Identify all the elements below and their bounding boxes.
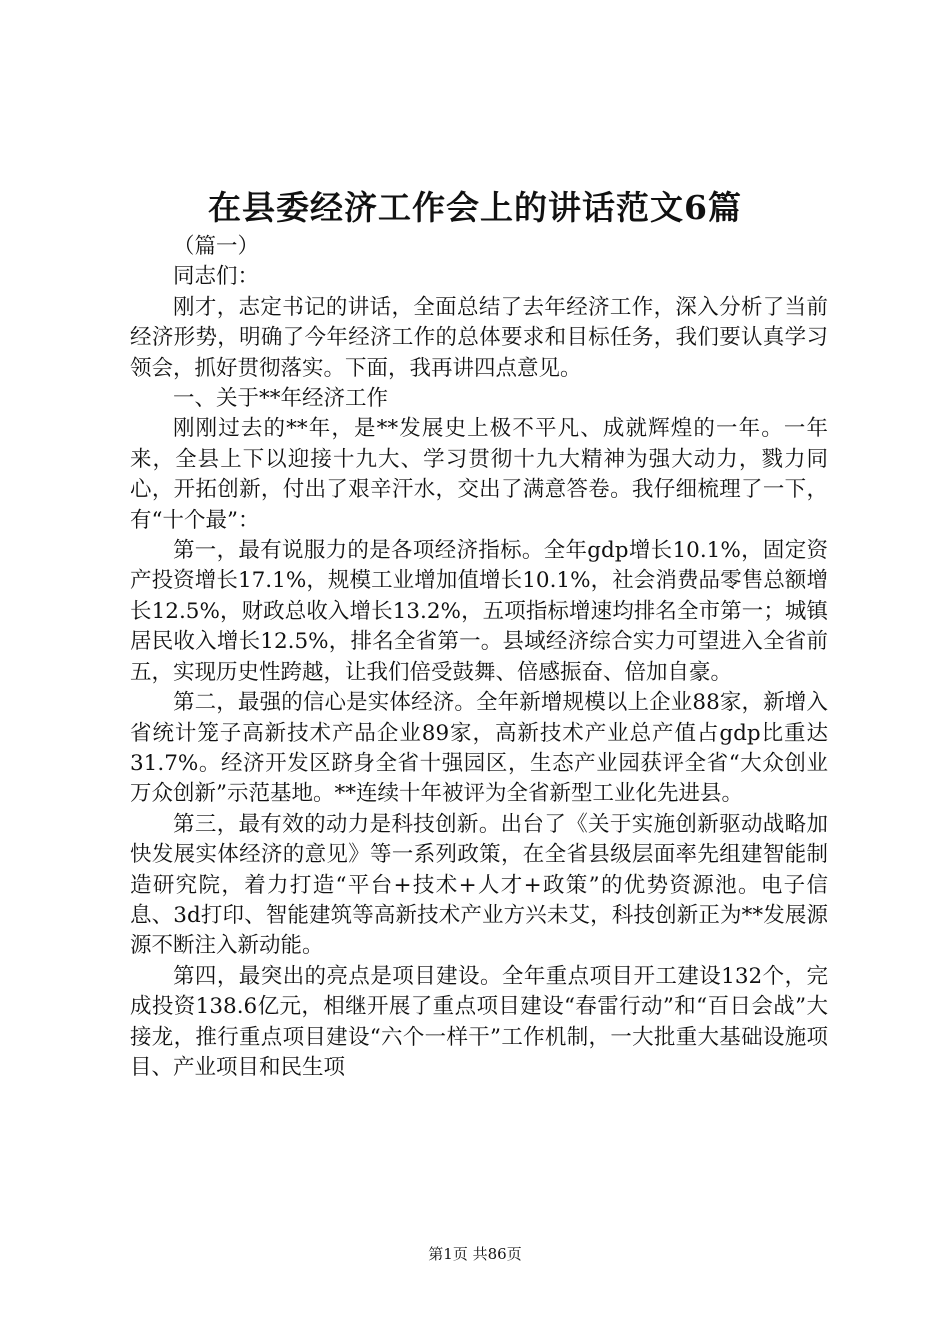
section-label: （篇一）: [173, 234, 260, 259]
document-body: [130, 232, 828, 1083]
section-heading: 一、关于**年经济工作: [173, 386, 389, 412]
page-footer: 第1页 共86页: [428, 1245, 522, 1263]
body-paragraph: 刚才，志定书记的讲话，全面总结了去年经济工作，深入分析了当前经济形势，明确了今年经济工作的总体要求和目标任务，我们要认真学习领会，抓好贯彻落实。下面，我再讲四点意见。: [130, 294, 828, 381]
body-paragraph: 第二，最强的信心是实体经济。全年新增规模以上企业88家，新增入省统计笼子高新技术产品企业89家，高新技术产业总产值占gdp比重达31.7%。经济开发区跻身全省十强园区，生态产业园获评全省“大众创业万众创新”示范基地。**连续十年被评为全省新型工业化先进县。: [130, 690, 828, 807]
document-title: 在县委经济工作会上的讲话范文6篇: [208, 188, 742, 227]
body-paragraph: 刚刚过去的**年，是**发展史上极不平凡、成就辉煌的一年。一年来，全县上下以迎接十九大、学习贯彻十九大精神为强大动力，戮力同心，开拓创新，付出了艰辛汗水，交出了满意答卷。我仔细梳理了一下，有“十个最”：: [130, 416, 828, 533]
body-paragraph: 第四，最突出的亮点是项目建设。全年重点项目开工建设132个，完成投资138.6亿元，相继开展了重点项目建设“春雷行动”和“百日会战”大接龙，推行重点项目建设“六个一样干”工作机制，一大批重大基础设施项目、产业项目和民生项: [130, 963, 828, 1080]
body-paragraph: 第一，最有说服力的是各项经济指标。全年gdp增长10.1%，固定资产投资增长17.1%，规模工业增加值增长10.1%，社会消费品零售总额增长12.5%，财政总收入增长13.2%，五项指标增速均排名全市第一；城镇居民收入增长12.5%，排名全省第一。县域经济综合实力可望进入全省前五，实现历史性跨越，让我们倍受鼓舞、倍感振奋、倍加自豪。: [130, 538, 828, 685]
salutation: 同志们：: [173, 264, 260, 290]
body-paragraph: 第三，最有效的动力是科技创新。出台了《关于实施创新驱动战略加快发展实体经济的意见》等一系列政策，在全省县级层面率先组建智能制造研究院，着力打造“平台+技术+人才+政策”的优势资源池。电子信息、3d打印、智能建筑等高新技术产业方兴未艾，科技创新正为**发展源源不断注入新动能。: [130, 811, 828, 959]
